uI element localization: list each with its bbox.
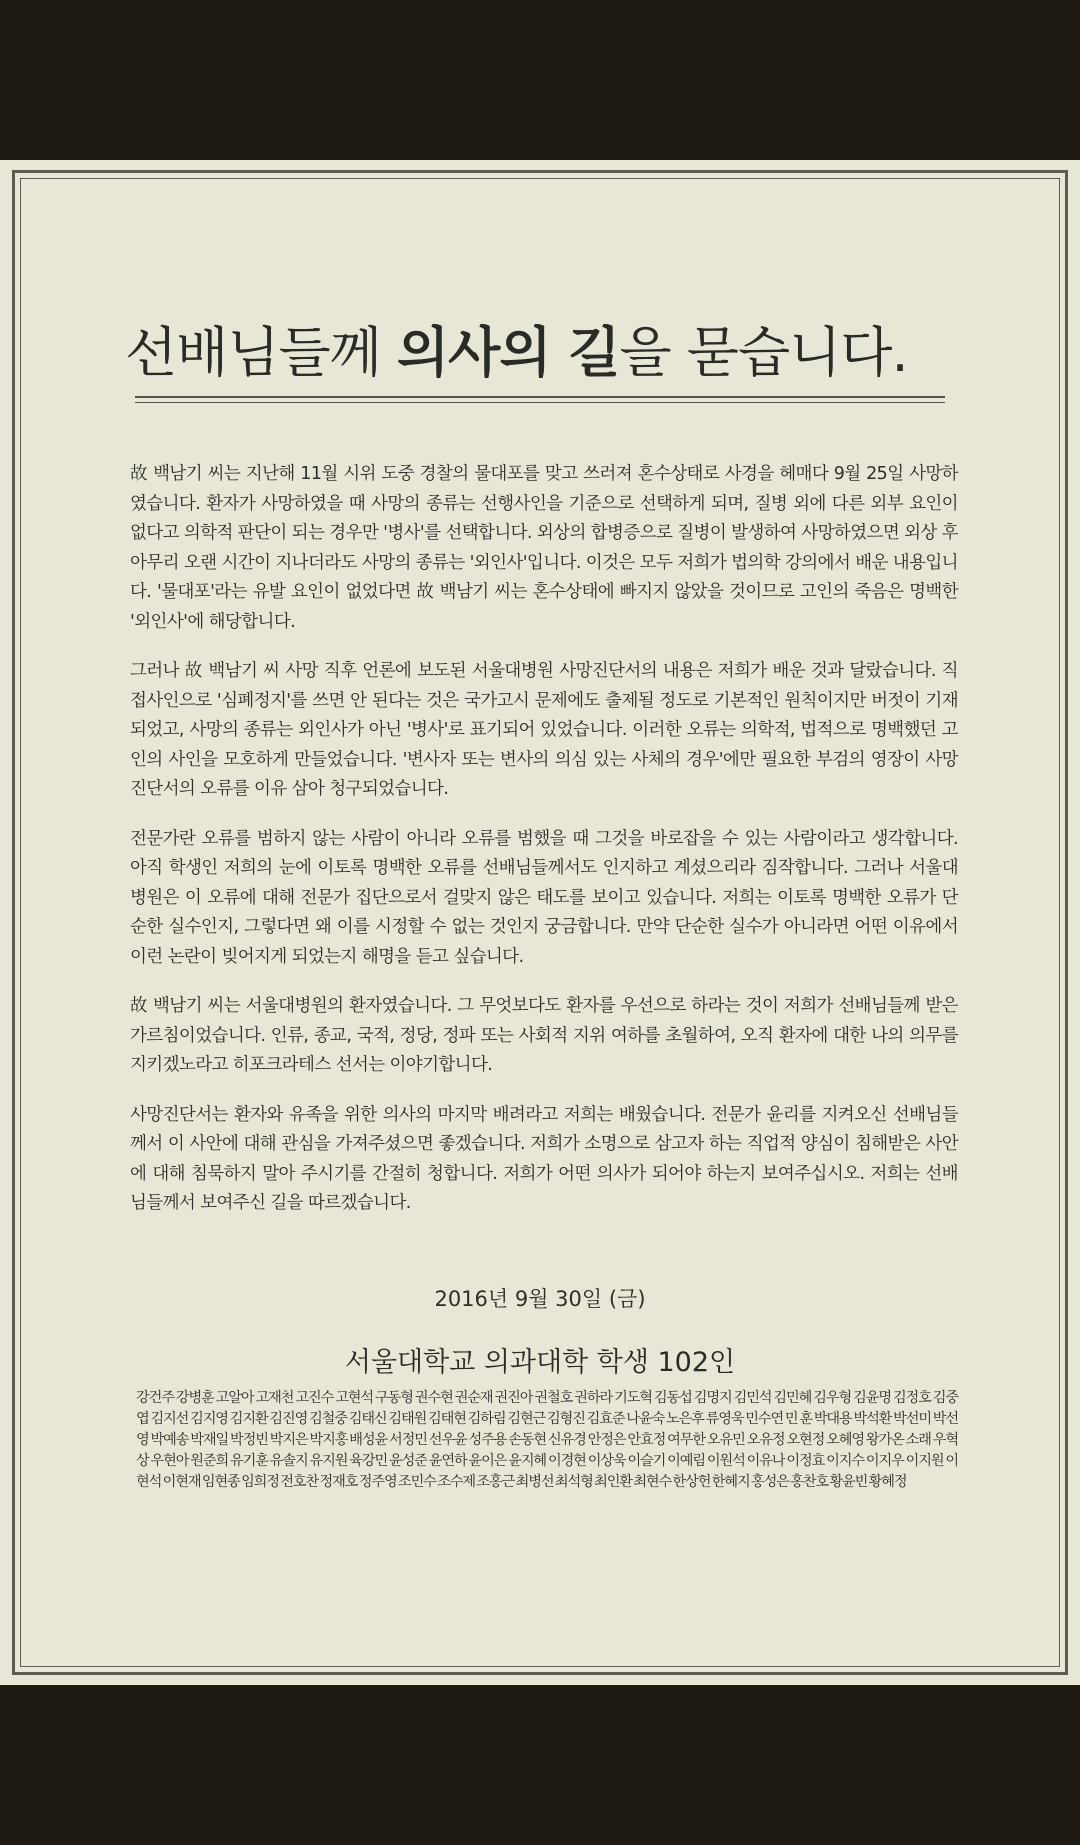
advertisement-page	[0, 160, 1080, 1685]
paragraph-2: 그러나 故 백남기 씨 사망 직후 언론에 보도된 서울대병원 사망진단서의 내용은 저희가 배운 것과 달랐습니다. 직접사인으로 '심폐정지'를 쓰면 안 된다는 것은 국가고시 문제에도 출제될 정도로 기본적인 원칙이지만 버젓이 기재되었고, 사망의 종류는 외인사가 아닌 '병사'로 표기되어 있었습니다. 이러한 오류는 의학적, 법적으로 명백했던 고인의 사인을 모호하게 만들었습니다. '변사자 또는 변사의 의심 있는 사체의 경우'에만 필요한 부검의 영장이 사망진단서의 오류를 이유 삼아 청구되었습니다.	[130, 661, 958, 799]
paragraph-1: 故 백남기 씨는 지난해 11월 시위 도중 경찰의 물대포를 맞고 쓰러져 혼수상태로 사경을 헤매다 9월 25일 사망하였습니다. 환자가 사망하였을 때 사망의 종류는 선행사인을 기준으로 선택하게 되며, 질병 외에 다른 외부 요인이 없다고 의학적 판단이 되는 경우만 '병사'를 선택합니다. 외상의 합병증으로 질병이 발생하여 사망하였으면 외상 후 아무리 오랜 시간이 지나더라도 사망의 종류는 '외인사'입니다. 이것은 모두 저희가 법의학 강의에서 배운 내용입니다. '물대포'라는 유발 요인이 없었다면 故 백남기 씨는 혼수상태에 빠지지 않았을 것이므로 고인의 죽음은 명백한 '외인사'에 해당합니다.	[130, 464, 958, 632]
headline-rule-bottom	[135, 402, 945, 403]
paragraph-5: 사망진단서는 환자와 유족을 위한 의사의 마지막 배려라고 저희는 배웠습니다. 전문가 윤리를 지켜오신 선배님들께서 이 사안에 대해 관심을 가져주셨으면 좋겠습니다. 저희가 소명으로 삼고자 하는 직업적 양심이 침해받은 사안에 대해 침묵하지 말아 주시기를 간절히 청합니다. 저희가 어떤 의사가 되어야 하는지 보여주십시오. 저희는 선배님들께서 보여주신 길을 따르겠습니다.	[130, 1104, 958, 1213]
letter-date: 2016년 9월 30일 (금)	[434, 1287, 646, 1311]
headline-part-1: 선배님들께	[125, 321, 397, 384]
headline	[125, 310, 955, 387]
paragraph-4: 故 백남기 씨는 서울대병원의 환자였습니다. 그 무엇보다도 환자를 우선으로 하라는 것이 저희가 선배님들께 받은 가르침이었습니다. 인류, 종교, 국적, 정당, 정파 또는 사회적 지위 여하를 초월하여, 오직 환자에 대한 나의 의무를 지키겠노라고 히포크라테스 선서는 이야기합니다.	[130, 996, 958, 1075]
headline-rule-top	[135, 396, 945, 398]
headline-emphasis: 의사의 길	[397, 321, 620, 384]
bottom-black-bar	[0, 1685, 1080, 1845]
letter-body	[130, 460, 958, 1239]
headline-part-3: 을 묻습니다.	[619, 321, 908, 384]
paragraph-3: 전문가란 오류를 범하지 않는 사람이 아니라 오류를 범했을 때 그것을 바로잡을 수 있는 사람이라고 생각합니다. 아직 학생인 저희의 눈에 이토록 명백한 오류를 선배님들께서도 인지하고 계셨으리라 짐작합니다. 그러나 서울대병원은 이 오류에 대해 전문가 집단으로서 걸맞지 않은 태도를 보이고 있습니다. 저희는 이토록 명백한 오류가 단순한 실수인지, 그렇다면 왜 이를 시정할 수 없는 것인지 궁금합니다. 만약 단순한 실수가 아니라면 어떤 이유에서 이런 논란이 빚어지게 되었는지 해명을 듣고 싶습니다.	[130, 828, 958, 967]
top-black-bar	[0, 0, 1080, 160]
signer-names: 강건주 강병훈 고알아 고재천 고진수 고현석 구동형 권수현 권순재 권진아 권철호 권하라 기도혁 김동섭 김명지 김민석 김민혜 김우형 김윤명 김정호 김중엽 김지선 김지영 김지환 김진영 김철중 김태신 김태원 김태현 김하림 김현근 김형진 김효준 나윤숙 노은후 류영욱 민수연 민 훈 박대용 박석환 박선미 박선영 박예송 박재일 박정빈 박지은 박지홍 배성윤 서정민 선우윤 성주용 손동현 신유경 안정은 안효정 여무한 오유민 오유정 오현정 오혜영 왕가온 소래 우혁상 우현아 원준희 유기훈 유솔지 유지원 육강민 윤성준 윤연하 윤이은 윤지혜 이경현 이상욱 이슬기 이예림 이원석 이유나 이정효 이지수 이지우 이지원 이현석 이현재 임현종 임희정 전호찬 정재호 정주영 조민수 조수제 조홍근 최병선 최석형 최인환 최현수 한상헌 한혜지 홍성은 홍찬호 황윤빈 황혜정	[136, 1390, 959, 1490]
signer-title: 서울대학교 의과대학 학생 102인	[344, 1347, 736, 1378]
